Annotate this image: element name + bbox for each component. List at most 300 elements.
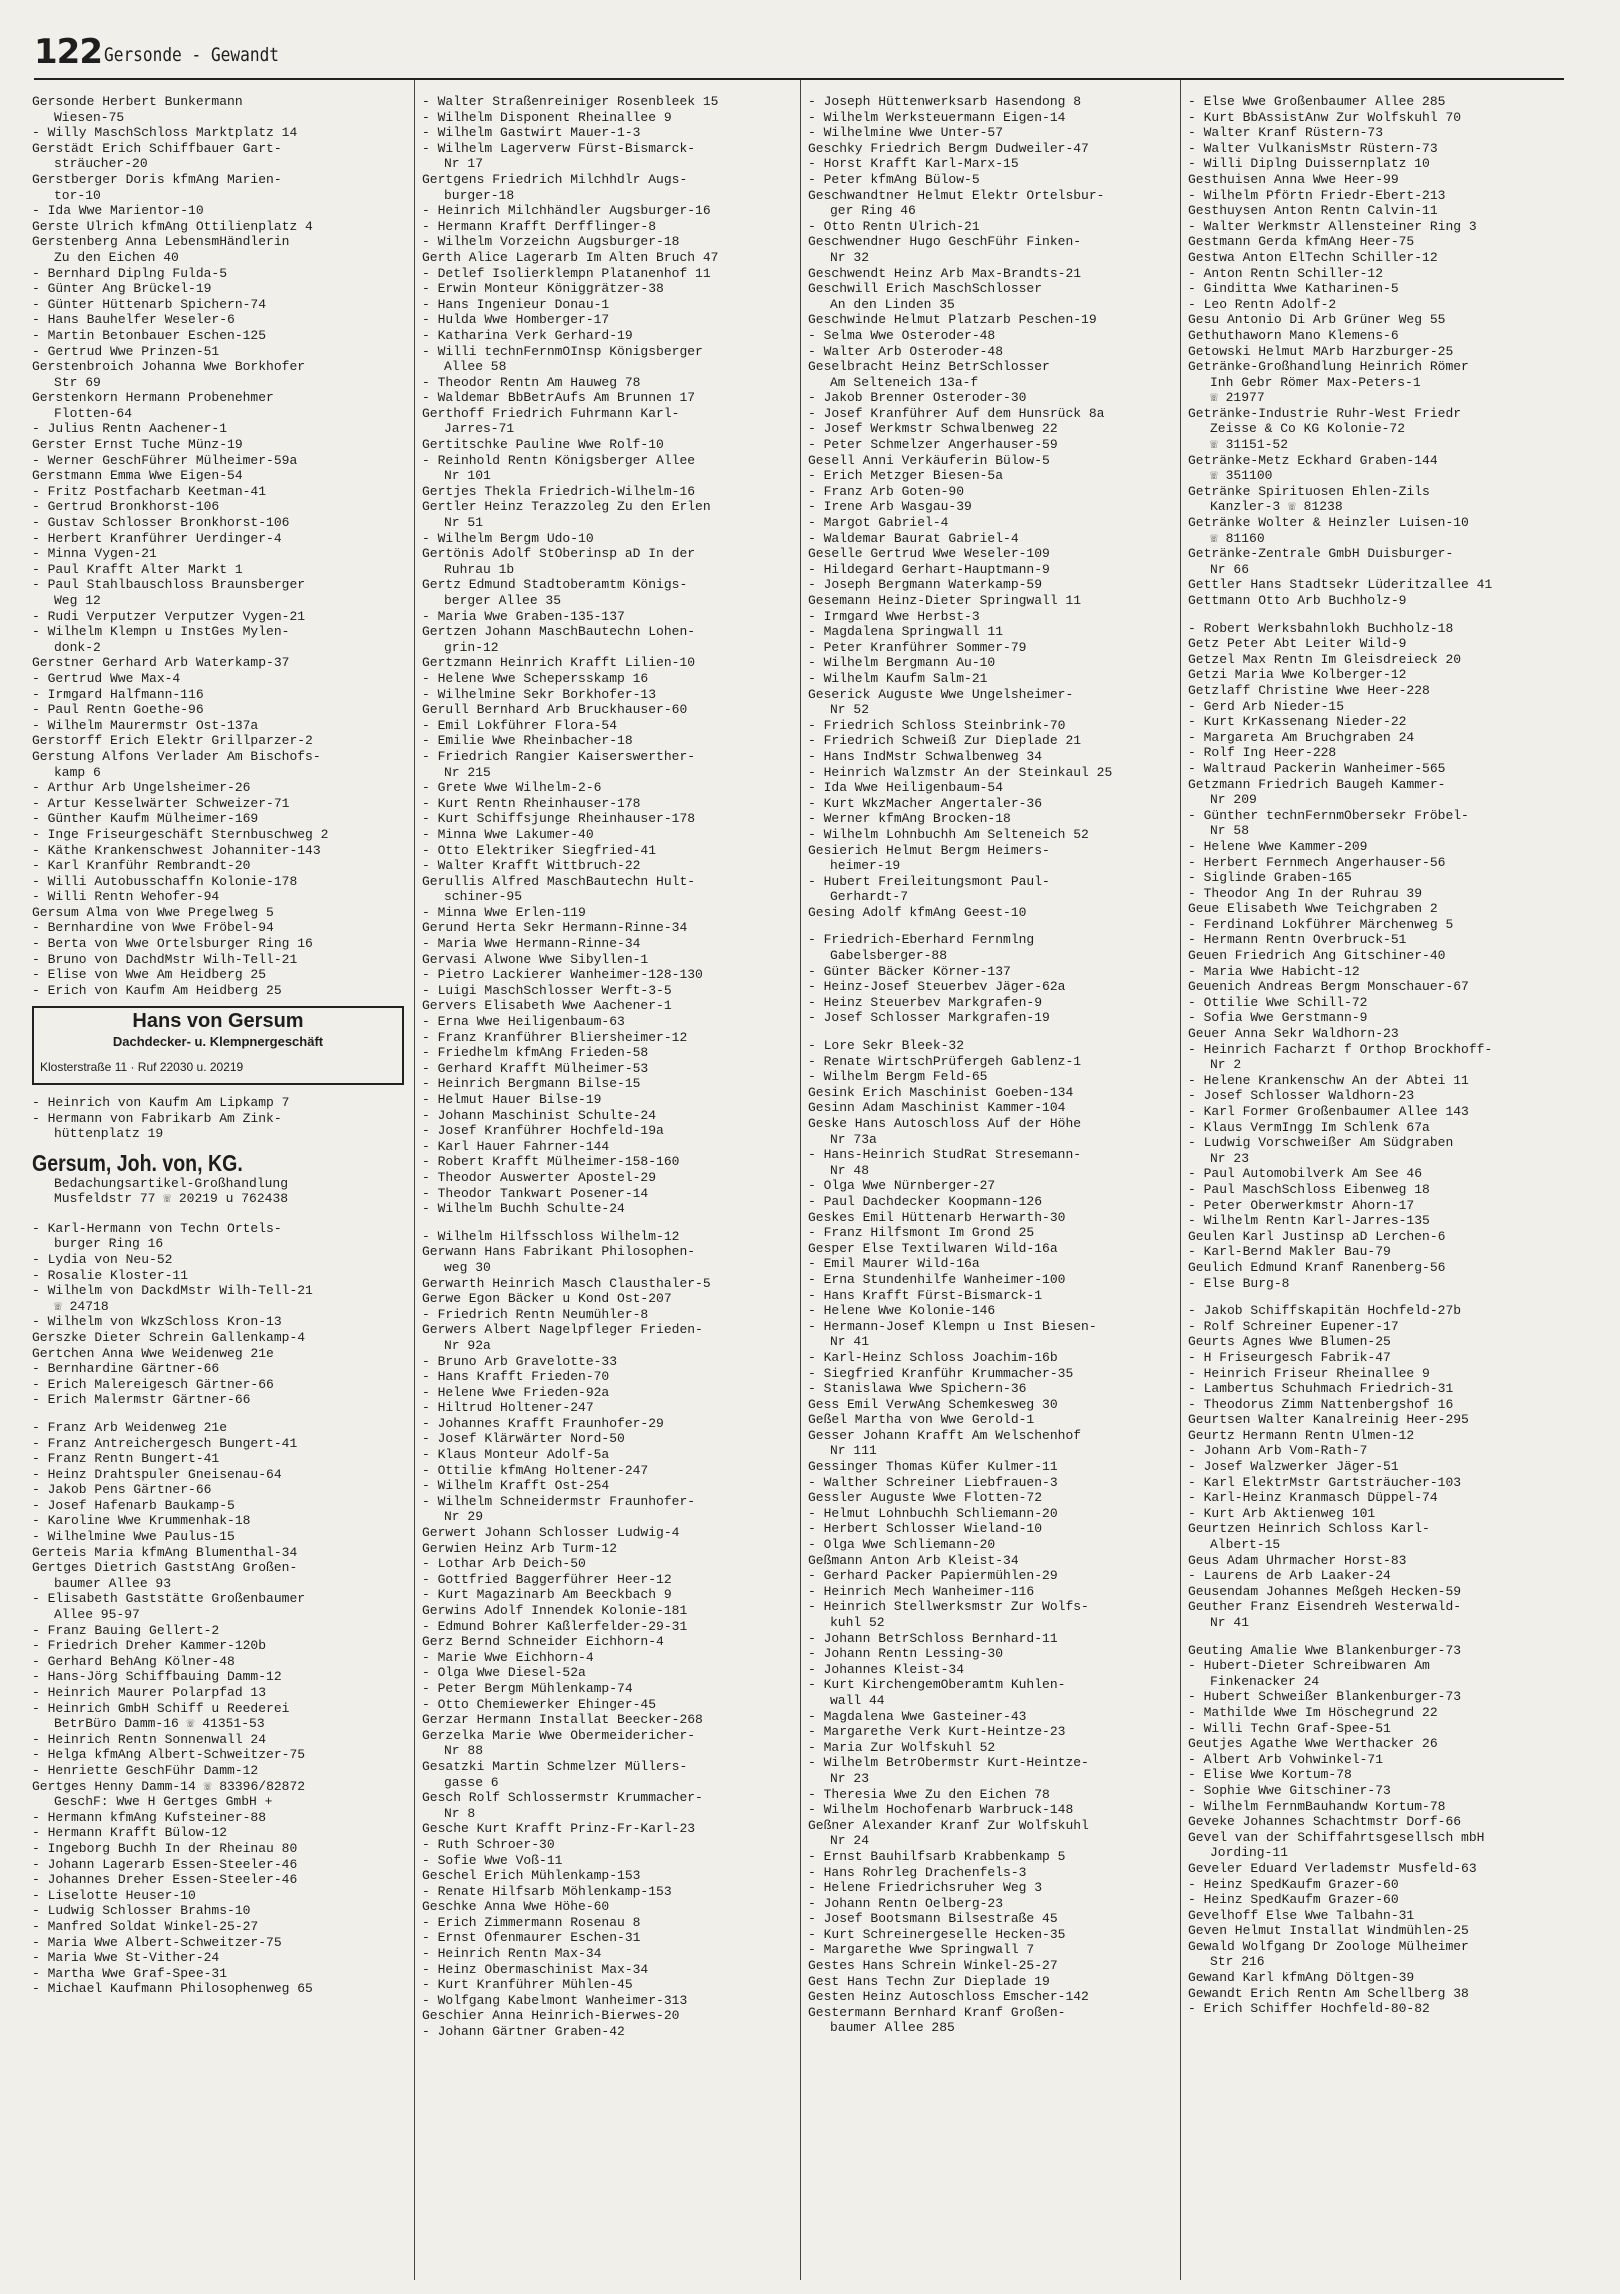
directory-entry: - Wilhelm Krafft Ost-254 <box>422 1478 610 1494</box>
directory-entry: - Wilhelm Bergm Udo-10 <box>422 530 594 546</box>
entry-continuation: Nr 66 <box>1210 561 1250 577</box>
directory-entry: - Wilhelmine Wwe Unter-57 <box>808 125 1004 141</box>
directory-entry: - Otto Elektriker Siegfried-41 <box>422 842 657 858</box>
column-2 <box>422 94 794 2284</box>
entry-spacer <box>1188 1631 1560 1643</box>
directory-entry: - Gerhard Krafft Mülheimer-53 <box>422 1060 649 1076</box>
directory-entry: Gersum Alma von Wwe Pregelweg 5 <box>32 904 274 920</box>
entry-continuation: Nr 32 <box>830 249 870 265</box>
directory-entry: - Peter Bergm Mühlenkamp-74 <box>422 1680 633 1696</box>
entry-continuation: Nr 92a <box>444 1337 491 1353</box>
directory-entry: - Margarethe Wwe Springwall 7 <box>808 1942 1035 1958</box>
directory-entry: - Hermann kfmAng Kufsteiner-88 <box>32 1809 267 1825</box>
directory-entry: Geusendam Johannes Meßgeh Hecken-59 <box>1188 1583 1462 1599</box>
directory-entry: Gevelhoff Else Wwe Talbahn-31 <box>1188 1907 1415 1923</box>
directory-entry: - Wilhelm Pförtn Friedr-Ebert-213 <box>1188 187 1446 203</box>
directory-entry: - Margareta Am Bruchgraben 24 <box>1188 729 1415 745</box>
entry-continuation: ☏ 31151-52 <box>1210 437 1289 453</box>
directory-entry: - Helene Krankenschw An der Abtei 11 <box>1188 1072 1469 1088</box>
directory-entry: Gertönis Adolf StOberinsp aD In der <box>422 546 696 562</box>
entry-spacer <box>422 1217 794 1229</box>
directory-entry: - Henriette GeschFühr Damm-12 <box>32 1762 259 1778</box>
directory-entry: - Wilhelm Hilfsschloss Wilhelm-12 <box>422 1228 680 1244</box>
directory-entry: Gerund Herta Sekr Hermann-Rinne-34 <box>422 920 688 936</box>
directory-entry: Gesser Johann Krafft Am Welschenhof <box>808 1427 1082 1443</box>
directory-entry: - Elise von Wwe Am Heidberg 25 <box>32 967 267 983</box>
entry-continuation: Nr 8 <box>444 1805 476 1821</box>
directory-entry: Gerwarth Heinrich Masch Clausthaler-5 <box>422 1275 711 1291</box>
directory-entry: Gesink Erich Maschinist Goeben-134 <box>808 1084 1074 1100</box>
directory-entry: - Hubert Freileitungsmont Paul- <box>808 873 1050 889</box>
directory-entry: - Erna Wwe Heiligenbaum-63 <box>422 1014 625 1030</box>
entry-continuation: weg 30 <box>444 1259 491 1275</box>
entry-continuation: Am Selteneich 13a-f <box>830 374 979 390</box>
directory-entry: Getzi Maria Wwe Kolberger-12 <box>1188 667 1407 683</box>
directory-entry: Gertges Dietrich GaststAng Großen- <box>32 1560 298 1576</box>
entry-continuation: Nr 23 <box>830 1770 870 1786</box>
column-divider <box>800 80 801 2280</box>
directory-entry: - Lore Sekr Bleek-32 <box>808 1038 965 1054</box>
directory-entry: - Jakob Pens Gärtner-66 <box>32 1482 212 1498</box>
directory-entry: - Waltraud Packerin Wanheimer-565 <box>1188 760 1446 776</box>
directory-entry: Gesinn Adam Maschinist Kammer-104 <box>808 1100 1066 1116</box>
entry-continuation: Gabelsberger-88 <box>830 948 948 964</box>
directory-entry: Geuer Anna Sekr Waldhorn-23 <box>1188 1026 1399 1042</box>
entry-continuation: Nr 2 <box>1210 1057 1242 1073</box>
directory-entry: - Leo Rentn Adolf-2 <box>1188 296 1337 312</box>
directory-entry: Geulich Edmund Kranf Ranenberg-56 <box>1188 1259 1446 1275</box>
directory-entry: - Jakob Schiffskapitän Hochfeld-27b <box>1188 1303 1462 1319</box>
directory-entry: - Gertrud Wwe Prinzen-51 <box>32 343 220 359</box>
directory-entry: - Hermann Krafft Bülow-12 <box>32 1825 228 1841</box>
directory-entry: Gewandt Erich Rentn Am Schellberg 38 <box>1188 1985 1469 2001</box>
directory-entry: Gesu Antonio Di Arb Grüner Weg 55 <box>1188 312 1446 328</box>
column-3 <box>808 94 1180 2284</box>
directory-entry: - Hildegard Gerhart-Hauptmann-9 <box>808 561 1050 577</box>
directory-entry: Gesatzki Martin Schmelzer Müllers- <box>422 1758 688 1774</box>
directory-entry: Gesche Kurt Krafft Prinz-Fr-Karl-23 <box>422 1821 696 1837</box>
directory-entry: - Hans-Heinrich StudRat Stresemann- <box>808 1147 1082 1163</box>
entry-continuation: ger Ring 46 <box>830 203 916 219</box>
directory-entry: - Wilhelm Maurermstr Ost-137a <box>32 717 259 733</box>
directory-entry: - H Friseurgesch Fabrik-47 <box>1188 1349 1391 1365</box>
directory-entry: - Lothar Arb Deich-50 <box>422 1556 586 1572</box>
directory-entry: - Gertrud Wwe Max-4 <box>32 670 181 686</box>
directory-entry: Gertchen Anna Wwe Weidenweg 21e <box>32 1345 274 1361</box>
directory-entry: - Magdalena Wwe Gasteiner-43 <box>808 1708 1027 1724</box>
directory-entry: Geschier Anna Heinrich-Bierwes-20 <box>422 2008 680 2024</box>
directory-entry: Gerwe Egon Bäcker u Kond Ost-207 <box>422 1291 672 1307</box>
directory-entry: Gerwert Johann Schlosser Ludwig-4 <box>422 1525 680 1541</box>
directory-entry: Geselbracht Heinz BetrSchlosser <box>808 359 1050 375</box>
directory-entry: - Karl Kranführ Rembrandt-20 <box>32 858 251 874</box>
directory-entry: - Wilhelm Schneidermstr Fraunhofer- <box>422 1493 696 1509</box>
directory-entry: - Minna Vygen-21 <box>32 546 157 562</box>
directory-entry: Geuen Friedrich Ang Gitschiner-40 <box>1188 948 1446 964</box>
directory-entry: - Wilhelm Lohnbuchh Am Selteneich 52 <box>808 826 1089 842</box>
directory-entry: - Maria Wwe Graben-135-137 <box>422 608 625 624</box>
directory-entry: - Günter Hüttenarb Spichern-74 <box>32 296 267 312</box>
directory-entry: - Günter Ang Brückel-19 <box>32 281 212 297</box>
entry-continuation: burger Ring 16 <box>54 1236 164 1252</box>
entry-continuation: Nr 41 <box>830 1334 870 1350</box>
directory-entry: - Theodorus Zimm Nattenbergshof 16 <box>1188 1396 1454 1412</box>
directory-entry: - Günter Bäcker Körner-137 <box>808 963 1011 979</box>
directory-entry: - Johann BetrSchloss Bernhard-11 <box>808 1630 1058 1646</box>
entry-continuation: Nr 24 <box>830 1833 870 1849</box>
directory-entry: - Günther technFernmObersekr Fröbel- <box>1188 807 1469 823</box>
directory-entry: - Willi Techn Graf-Spee-51 <box>1188 1720 1391 1736</box>
entry-continuation: Finkenacker 24 <box>1210 1673 1320 1689</box>
directory-entry: - Erich von Kaufm Am Heidberg 25 <box>32 982 282 998</box>
directory-entry: - Gustav Schlosser Bronkhorst-106 <box>32 515 290 531</box>
directory-entry: - Wilhelm von DackdMstr Wilh-Tell-21 <box>32 1283 313 1299</box>
directory-entry: Gerstberger Doris kfmAng Marien- <box>32 171 282 187</box>
directory-entry: Gest Hans Techn Zur Dieplade 19 <box>808 1973 1050 1989</box>
directory-entry: Geurts Agnes Wwe Blumen-25 <box>1188 1334 1391 1350</box>
directory-entry: Gerste Ulrich kfmAng Ottilienplatz 4 <box>32 218 313 234</box>
directory-entry: - Paul Rentn Goethe-96 <box>32 702 204 718</box>
directory-entry: - Gerhard Packer Papiermühlen-29 <box>808 1568 1058 1584</box>
directory-entry: Geschel Erich Mühlenkamp-153 <box>422 1868 641 1884</box>
entry-continuation: gasse 6 <box>444 1774 499 1790</box>
directory-entry: - Rolf Schreiner Eupener-17 <box>1188 1318 1399 1334</box>
directory-entry: - Werner kfmAng Brocken-18 <box>808 811 1011 827</box>
entry-continuation: Weg 12 <box>54 593 101 608</box>
directory-entry: - Josef Schlosser Markgrafen-19 <box>808 1010 1050 1026</box>
directory-entry: - Heinrich Maurer Polarpfad 13 <box>32 1685 267 1700</box>
directory-entry: - Bruno Arb Gravelotte-33 <box>422 1353 618 1369</box>
directory-entry: - Gottfried Baggerführer Heer-12 <box>422 1571 672 1587</box>
entry-continuation: Nr 29 <box>444 1509 484 1525</box>
directory-entry: - Wolfgang Kabelmont Wanheimer-313 <box>422 1992 688 2008</box>
directory-entry: - Karl-Heinz Schloss Joachim-16b <box>808 1349 1058 1365</box>
directory-entry: - Johannes Dreher Essen-Steeler-46 <box>32 1872 298 1888</box>
directory-entry: - Johann Rentn Oelberg-23 <box>808 1895 1004 1911</box>
entry-continuation: Nr 52 <box>830 702 870 718</box>
entry-continuation: ☏ 351100 <box>1210 468 1273 484</box>
directory-entry: - Willi Diplng Duissernplatz 10 <box>1188 156 1430 172</box>
directory-entry: - Heinrich Bergmann Bilse-15 <box>422 1076 641 1092</box>
directory-entry: Gerwins Adolf Innendek Kolonie-181 <box>422 1603 688 1618</box>
directory-entry: - Josef Walzwerker Jäger-51 <box>1188 1459 1399 1475</box>
directory-entry: - Heinrich Facharzt f Orthop Brockhoff- <box>1188 1041 1493 1057</box>
directory-entry: - Hermann von Fabrikarb Am Zink- <box>32 1110 282 1126</box>
directory-entry: Gestmann Gerda kfmAng Heer-75 <box>1188 234 1415 250</box>
directory-entry: - Hans Krafft Frieden-70 <box>422 1369 610 1385</box>
directory-entry: - Hubert-Dieter Schreibwaren Am <box>1188 1658 1430 1674</box>
directory-entry: Gerstner Gerhard Arb Waterkamp-37 <box>32 655 290 671</box>
directory-entry: Geschwinde Helmut Platzarb Peschen-19 <box>808 312 1097 328</box>
directory-entry: - Maria Wwe Hermann-Rinne-34 <box>422 936 641 952</box>
directory-entry: - Franz Arb Goten-90 <box>808 483 965 499</box>
directory-entry: - Wilhelm Klempn u InstGes Mylen- <box>32 624 290 640</box>
directory-entry: - Johann Gärtner Graben-42 <box>422 2024 625 2040</box>
directory-entry: - Paul Automobilverk Am See 46 <box>1188 1166 1423 1182</box>
directory-entry: - Friedrich Rentn Neumühler-8 <box>422 1306 649 1322</box>
directory-entry: Gewand Karl kfmAng Döltgen-39 <box>1188 1970 1415 1986</box>
directory-entry: - Ida Wwe Marientor-10 <box>32 203 204 219</box>
directory-entry: - Helga kfmAng Albert-Schweitzer-75 <box>32 1747 306 1763</box>
directory-entry: Gerwers Albert Nagelpfleger Frieden- <box>422 1322 703 1338</box>
directory-entry: - Paul Krafft Alter Markt 1 <box>32 561 243 577</box>
directory-entry: - Friedrich Dreher Kammer-120b <box>32 1638 267 1654</box>
directory-entry: Gessler Auguste Wwe Flotten-72 <box>808 1490 1043 1506</box>
directory-entry: - Karl-Heinz Kranmasch Düppel-74 <box>1188 1490 1438 1506</box>
directory-entry: - Peter Schmelzer Angerhauser-59 <box>808 437 1058 453</box>
directory-entry: - Berta von Wwe Ortelsburger Ring 16 <box>32 936 313 952</box>
directory-entry: - Wilhelm BetrObermstr Kurt-Heintze- <box>808 1755 1089 1771</box>
directory-entry: - Günther Kaufm Mülheimer-169 <box>32 811 259 827</box>
directory-entry: - Heinz Obermaschinist Max-34 <box>422 1961 649 1977</box>
directory-entry: - Willi Rentn Wehofer-94 <box>32 889 220 905</box>
directory-entry: - Johann Rentn Lessing-30 <box>808 1646 1004 1662</box>
directory-entry: Getränke-Metz Eckhard Graben-144 <box>1188 452 1438 468</box>
directory-entry: - Ingeborg Buchh In der Rheinau 80 <box>32 1840 298 1856</box>
directory-entry: - Edmund Bohrer Kaßlerfelder-29-31 <box>422 1618 688 1634</box>
entry-continuation: Nr 111 <box>830 1443 877 1459</box>
directory-entry: - Helmut Lohnbuchh Schliemann-20 <box>808 1505 1058 1521</box>
directory-entry: - Robert Krafft Mülheimer-158-160 <box>422 1154 680 1170</box>
directory-entry: - Sophie Wwe Gitschiner-73 <box>1188 1782 1391 1798</box>
directory-entry: - Hermann Rentn Overbruck-51 <box>1188 932 1407 948</box>
directory-entry: - Josef Hafenarb Baukamp-5 <box>32 1497 235 1513</box>
directory-entry: Gestes Hans Schrein Winkel-25-27 <box>808 1958 1058 1974</box>
entries-column-4 <box>1188 94 1560 2017</box>
directory-entry: - Wilhelm Werksteuermann Eigen-14 <box>808 109 1066 125</box>
directory-entry: - Manfred Soldat Winkel-25-27 <box>32 1918 259 1934</box>
directory-entry: - Kurt Schreinergeselle Hecken-35 <box>808 1926 1066 1942</box>
directory-entry: - Irmgard Wwe Herbst-3 <box>808 608 980 624</box>
directory-entry: Getränke Wolter & Heinzler Luisen-10 <box>1188 515 1469 531</box>
directory-entry: - Klaus VermIngg Im Schlenk 67a <box>1188 1119 1430 1135</box>
advert-title: Hans von Gersum <box>132 1010 304 1033</box>
directory-entry: - Hans Bauhelfer Weseler-6 <box>32 312 235 328</box>
directory-entry: - Heinrich Rentn Sonnenwall 24 <box>32 1731 267 1747</box>
entry-continuation: BetrBüro Damm-16 ☏ 41351-53 <box>54 1716 265 1732</box>
entry-continuation: kuhl 52 <box>830 1615 885 1630</box>
directory-entry: - Erich Metzger Biesen-5a <box>808 468 1004 484</box>
entry-continuation: Zu den Eichen 40 <box>54 249 179 265</box>
directory-entry: - Walter Werkmstr Allensteiner Ring 3 <box>1188 218 1477 234</box>
directory-entry: Gerstung Alfons Verlader Am Bischofs- <box>32 748 321 764</box>
directory-entry: - Inge Friseurgeschäft Sternbuschweg 2 <box>32 826 329 842</box>
directory-entry: - Josef Klärwärter Nord-50 <box>422 1431 625 1447</box>
directory-entry: - Wilhelm FernmBauhandw Kortum-78 <box>1188 1798 1446 1814</box>
entry-spacer <box>32 1408 404 1420</box>
directory-entry: - Friedrich-Eberhard Fernmlng <box>808 932 1035 948</box>
entry-continuation: baumer Allee 93 <box>54 1575 172 1591</box>
directory-entry: - Karl Hauer Fahrner-144 <box>422 1138 610 1154</box>
directory-entry: Gesierich Helmut Bergm Heimers- <box>808 842 1050 858</box>
directory-entry: - Hans-Jörg Schiffbauing Damm-12 <box>32 1669 282 1685</box>
directory-entry: - Marie Wwe Eichhorn-4 <box>422 1649 594 1665</box>
entry-continuation: An den Linden 35 <box>830 296 955 312</box>
directory-entry: - Bernhard Diplng Fulda-5 <box>32 265 228 281</box>
directory-entry: Gesemann Heinz-Dieter Springwall 11 <box>808 593 1082 608</box>
directory-entry: - Else Burg-8 <box>1188 1275 1290 1291</box>
directory-entry: - Kurt KrKassenang Nieder-22 <box>1188 714 1407 730</box>
directory-entry: Gesthuisen Anna Wwe Heer-99 <box>1188 171 1399 187</box>
directory-entry: Getzlaff Christine Wwe Heer-228 <box>1188 682 1430 698</box>
directory-entry: Geveke Johannes Schachtmstr Dorf-66 <box>1188 1814 1462 1830</box>
directory-entry: Geschwill Erich MaschSchlosser <box>808 281 1043 297</box>
directory-entry: - Wilhelmine Sekr Borkhofer-13 <box>422 686 657 702</box>
directory-entry: Gervasi Alwone Wwe Sibyllen-1 <box>422 951 649 967</box>
directory-entry: - Magdalena Springwall 11 <box>808 624 1004 640</box>
directory-entry: - Erich Zimmermann Rosenau 8 <box>422 1914 641 1930</box>
directory-entry: - Hans IndMstr Schwalbenweg 34 <box>808 748 1043 764</box>
directory-entry: - Martin Betonbauer Eschen-125 <box>32 327 267 343</box>
directory-entry: Getzel Max Rentn Im Gleisdreieck 20 <box>1188 651 1462 667</box>
directory-entry: - Olga Wwe Diesel-52a <box>422 1665 586 1681</box>
directory-entry: - Paul MaschSchloss Eibenweg 18 <box>1188 1181 1430 1197</box>
directory-entry: - Robert Werksbahnlokh Buchholz-18 <box>1188 620 1454 636</box>
directory-entry: - Heinz-Josef Steuerbev Jäger-62a <box>808 979 1066 995</box>
directory-entry: Gertz Edmund Stadtoberamtm Königs- <box>422 577 688 593</box>
directory-entry: - Otto Chemiewerker Ehinger-45 <box>422 1696 657 1712</box>
entry-continuation: Str 216 <box>1210 1954 1265 1970</box>
directory-entry: - Josef Kranführer Hochfeld-19a <box>422 1123 664 1139</box>
directory-entry: - Michael Kaufmann Philosophenweg 65 <box>32 1981 313 1997</box>
entries-column-2 <box>422 94 794 2040</box>
directory-entry: - Herbert Kranführer Uerdinger-4 <box>32 530 282 546</box>
directory-entry: - Karl-Bernd Makler Bau-79 <box>1188 1244 1391 1260</box>
directory-entry: Gertzmann Heinrich Krafft Lilien-10 <box>422 655 696 671</box>
directory-entry: - Johannes Kleist-34 <box>808 1661 965 1677</box>
directory-entry: - Friedrich Schloss Steinbrink-70 <box>808 717 1066 733</box>
directory-entry: - Gerd Arb Nieder-15 <box>1188 698 1345 714</box>
entry-continuation: sträucher-20 <box>54 156 148 172</box>
advert-gersum-kg-line1: Bedachungsartikel-Großhandlung <box>54 1175 289 1191</box>
directory-entry: - Kurt Arb Aktienweg 101 <box>1188 1505 1376 1521</box>
directory-entry: - Bernhardine von Wwe Fröbel-94 <box>32 920 274 936</box>
directory-entry: - Walter Straßenreiniger Rosenbleek 15 <box>422 94 719 109</box>
directory-entry: Geske Hans Autoschloss Auf der Höhe <box>808 1116 1082 1131</box>
directory-entry: - Heinrich Mech Wanheimer-116 <box>808 1583 1035 1599</box>
entries-column-1a <box>32 94 404 998</box>
directory-entry: Geselle Gertrud Wwe Weseler-109 <box>808 546 1050 562</box>
directory-entry: - Kurt Rentn Rheinhauser-178 <box>422 795 641 811</box>
directory-entry: - Johann Lagerarb Essen-Steeler-46 <box>32 1856 298 1872</box>
directory-entry: - Hiltrud Holtener-247 <box>422 1400 594 1416</box>
column-divider <box>1180 80 1181 2280</box>
advert-hans-von-gersum <box>32 1006 404 1085</box>
entry-continuation: Nr 58 <box>1210 823 1250 839</box>
directory-entry: Getränke-Zentrale GmbH Duisburger- <box>1188 546 1454 562</box>
directory-entry: - Liselotte Heuser-10 <box>32 1887 196 1903</box>
directory-entry: - Hans Krafft Fürst-Bismarck-1 <box>808 1287 1043 1303</box>
directory-entry: - Emil Maurer Wild-16a <box>808 1256 980 1272</box>
directory-entry: Geschwandtner Helmut Elektr Ortelsbur- <box>808 187 1105 203</box>
directory-entry: - Emilie Wwe Rheinbacher-18 <box>422 733 633 749</box>
directory-entry: Geßner Alexander Kranf Zur Wolfskuhl <box>808 1817 1089 1833</box>
entry-continuation: Nr 209 <box>1210 792 1257 808</box>
directory-entry: - Kurt BbAssistAnw Zur Wolfskuhl 70 <box>1188 109 1462 125</box>
directory-entry: Gerwann Hans Fabrikant Philosophen- <box>422 1244 696 1260</box>
directory-entry: - Margot Gabriel-4 <box>808 515 949 531</box>
directory-entry: - Johann Arb Vom-Rath-7 <box>1188 1443 1368 1459</box>
entry-continuation: hüttenplatz 19 <box>54 1126 164 1142</box>
entry-continuation: Nr 101 <box>444 468 491 484</box>
entry-continuation: Inh Gebr Römer Max-Peters-1 <box>1210 374 1421 390</box>
entry-spacer <box>808 1026 1180 1038</box>
directory-entry: - Hans Rohrleg Drachenfels-3 <box>808 1864 1027 1880</box>
directory-entry: - Erich Malermstr Gärtner-66 <box>32 1392 251 1408</box>
directory-entry: Geschwendner Hugo GeschFühr Finken- <box>808 234 1082 250</box>
directory-entry: - Joseph Bergmann Waterkamp-59 <box>808 577 1043 593</box>
directory-entry: Geulen Karl Justinsp aD Lerchen-6 <box>1188 1228 1446 1244</box>
entry-continuation: Nr 88 <box>444 1743 484 1759</box>
directory-entry: Gervers Elisabeth Wwe Aachener-1 <box>422 998 672 1014</box>
directory-entry: - Horst Krafft Karl-Marx-15 <box>808 156 1019 172</box>
entry-spacer <box>1188 1291 1560 1303</box>
directory-entry: - Ottilie kfmAng Holtener-247 <box>422 1462 649 1478</box>
directory-entry: Gertzen Johann MaschBautechn Lohen- <box>422 624 696 640</box>
directory-entry: - Minna Wwe Erlen-119 <box>422 904 586 920</box>
directory-entry: - Herbert Fernmech Angerhauser-56 <box>1188 854 1446 870</box>
column-divider <box>414 80 415 2280</box>
directory-entry: - Karl ElektrMstr Gartsträucher-103 <box>1188 1474 1462 1490</box>
entry-continuation: ☏ 81160 <box>1210 530 1265 546</box>
entry-continuation: grin-12 <box>444 639 499 655</box>
directory-entry: - Pietro Lackierer Wanheimer-128-130 <box>422 967 703 983</box>
directory-entry: - Emil Lokführer Flora-54 <box>422 717 618 733</box>
directory-entry: - Kurt KirchengemOberamtm Kuhlen- <box>808 1677 1066 1693</box>
page-number: 122 <box>34 32 102 72</box>
directory-entry: - Waldemar Baurat Gabriel-4 <box>808 530 1019 546</box>
directory-entry: - Siegfried Kranführ Krummacher-35 <box>808 1365 1074 1381</box>
entry-continuation: Nr 41 <box>1210 1615 1250 1630</box>
directory-entry: - Helene Friedrichsruher Weg 3 <box>808 1880 1043 1896</box>
directory-entry: Gerster Ernst Tuche Münz-19 <box>32 437 243 453</box>
directory-entry: - Theodor Auswerter Apostel-29 <box>422 1169 657 1185</box>
directory-entry: - Anton Rentn Schiller-12 <box>1188 265 1384 281</box>
directory-entry: - Hans Ingenieur Donau-1 <box>422 296 610 312</box>
directory-entry: Gerull Bernhard Arb Bruckhauser-60 <box>422 702 688 718</box>
entry-continuation: Flotten-64 <box>54 405 133 421</box>
directory-entry: - Erwin Monteur Königgrätzer-38 <box>422 281 664 297</box>
directory-entry: - Lambertus Schuhmach Friedrich-31 <box>1188 1381 1454 1397</box>
entry-continuation: kamp 6 <box>54 764 101 780</box>
directory-entry: Geue Elisabeth Wwe Teichgraben 2 <box>1188 901 1438 917</box>
directory-entry: - Klaus Monteur Adolf-5a <box>422 1447 610 1463</box>
directory-entry: - Ferdinand Lokführer Märchenweg 5 <box>1188 916 1454 932</box>
entry-continuation: heimer-19 <box>830 858 901 874</box>
directory-entry: Gertges Henny Damm-14 ☏ 83396/82872 <box>32 1778 306 1794</box>
directory-entry: - Franz Rentn Bungert-41 <box>32 1451 220 1467</box>
directory-entry: - Maria Wwe St-Vither-24 <box>32 1950 220 1966</box>
directory-entry: Geurtz Hermann Rentn Ulmen-12 <box>1188 1427 1415 1443</box>
directory-entry: - Franz Antreichergesch Bungert-41 <box>32 1435 298 1451</box>
directory-entry: - Rudi Verputzer Verputzer Vygen-21 <box>32 608 306 624</box>
directory-entry: Gesch Rolf Schlossermstr Krummacher- <box>422 1790 703 1806</box>
directory-entry: - Erna Stundenhilfe Wanheimer-100 <box>808 1271 1066 1287</box>
directory-entry: - Hermann Krafft Derfflinger-8 <box>422 218 657 234</box>
directory-entry: - Irmgard Halfmann-116 <box>32 686 204 702</box>
directory-entry: Gesten Heinz Autoschloss Emscher-142 <box>808 1989 1089 2005</box>
directory-entry: - Hulda Wwe Homberger-17 <box>422 312 610 328</box>
directory-entry: - Willy MaschSchloss Marktplatz 14 <box>32 125 298 141</box>
directory-entry: - Theodor Rentn Am Hauweg 78 <box>422 374 641 390</box>
advert-subtitle: Dachdecker- u. Klempnergeschäft <box>112 1034 324 1050</box>
entry-spacer <box>1188 609 1560 621</box>
directory-entry: - Ernst Ofenmaurer Eschen-31 <box>422 1930 641 1946</box>
directory-entry: Getz Peter Abt Leiter Wild-9 <box>1188 636 1407 652</box>
entry-continuation: GeschF: Wwe H Gertges GmbH + <box>54 1794 273 1810</box>
directory-entry: Gettler Hans Stadtsekr Lüderitzallee 41 <box>1188 577 1493 593</box>
directory-entry: - Rosalie Kloster-11 <box>32 1267 189 1283</box>
